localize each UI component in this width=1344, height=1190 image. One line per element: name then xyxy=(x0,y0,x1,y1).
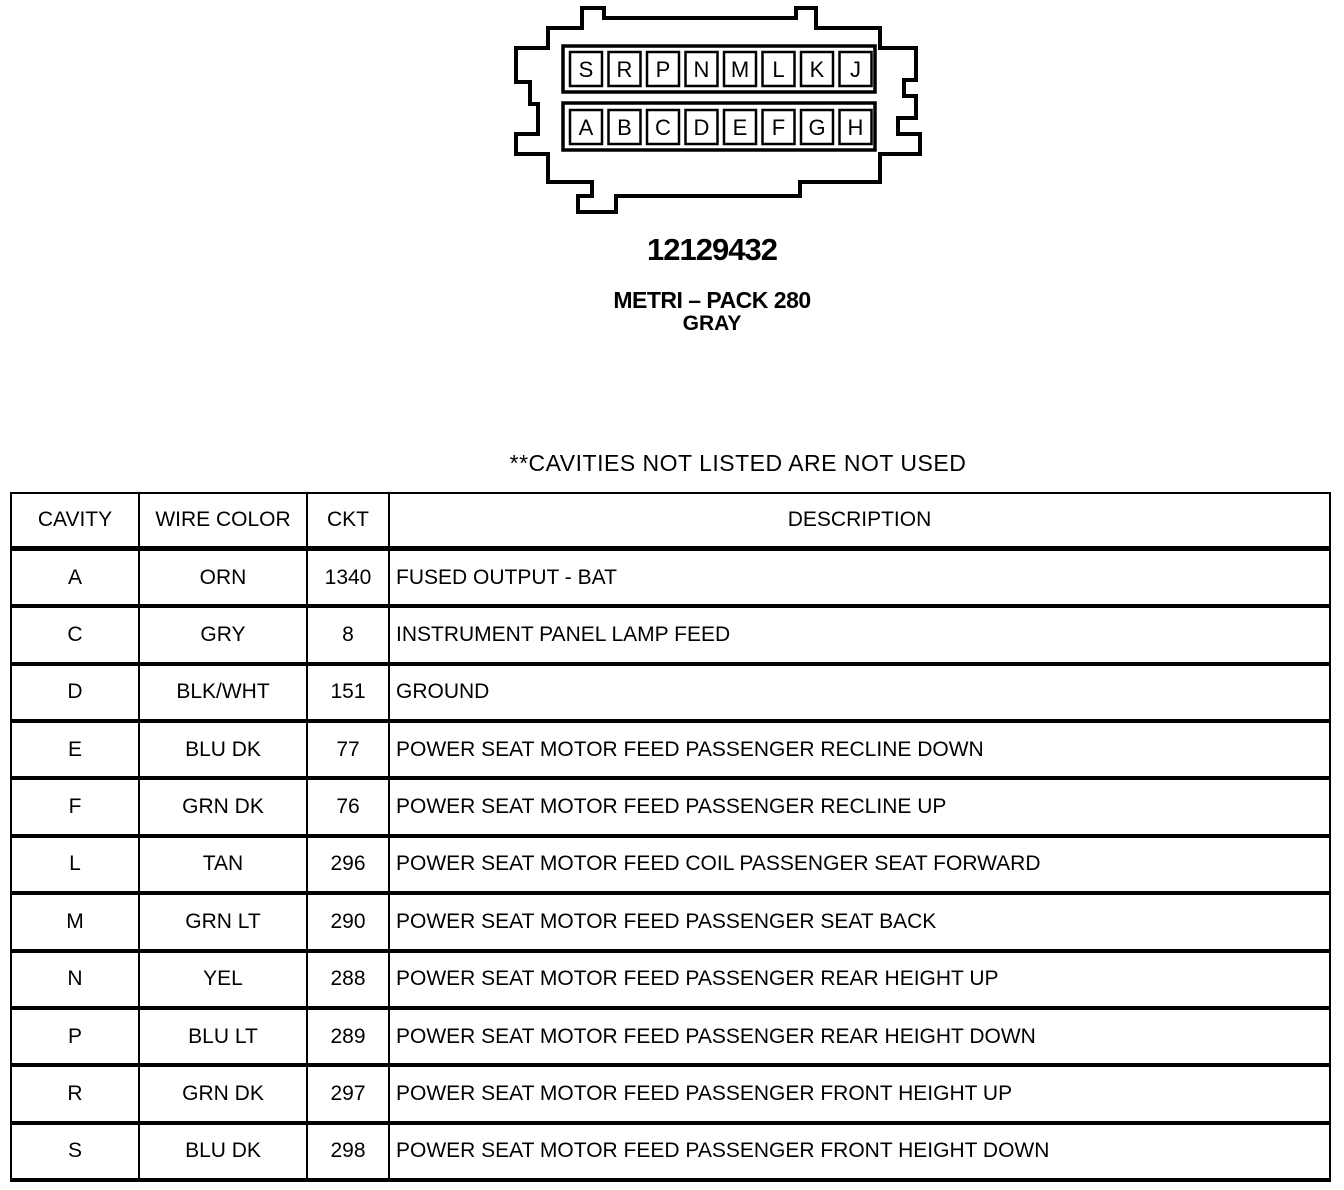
header-wire-color: WIRE COLOR xyxy=(139,493,307,549)
cavity-label: L xyxy=(772,57,785,82)
cavity-label: C xyxy=(655,115,671,140)
cavity-label: N xyxy=(693,57,710,82)
cavity-cell-a xyxy=(570,110,602,144)
cell-ckt: 290 xyxy=(307,893,389,950)
cell-cavity: A xyxy=(11,549,139,607)
table-row xyxy=(11,549,1330,607)
table-row xyxy=(11,664,1330,721)
cell-wire-color: GRY xyxy=(139,606,307,663)
unused-cavities-note: **CAVITIES NOT LISTED ARE NOT USED xyxy=(509,450,967,476)
cavity-cell-f xyxy=(763,110,795,144)
table-row xyxy=(11,606,1330,663)
cavity-label: J xyxy=(850,57,861,82)
table-row xyxy=(11,778,1330,835)
cavity-cell-h xyxy=(840,110,872,144)
cell-description: POWER SEAT MOTOR FEED COIL PASSENGER SEAT FORWARD xyxy=(389,836,1330,893)
header-description: DESCRIPTION xyxy=(389,493,1330,549)
cell-description: POWER SEAT MOTOR FEED PASSENGER RECLINE DOWN xyxy=(389,721,1330,778)
cell-description: POWER SEAT MOTOR FEED PASSENGER FRONT HEIGHT DOWN xyxy=(389,1123,1330,1180)
cell-wire-color: BLK/WHT xyxy=(139,664,307,721)
cell-description: POWER SEAT MOTOR FEED PASSENGER REAR HEIGHT DOWN xyxy=(389,1008,1330,1065)
cell-ckt: 151 xyxy=(307,664,389,721)
table-row xyxy=(11,1123,1330,1180)
cell-wire-color: BLU LT xyxy=(139,1008,307,1065)
cell-description: GROUND xyxy=(389,664,1330,721)
connector-color: GRAY xyxy=(682,312,742,335)
cell-ckt: 288 xyxy=(307,951,389,1008)
cell-ckt: 8 xyxy=(307,606,389,663)
cell-wire-color: GRN DK xyxy=(139,778,307,835)
cell-wire-color: GRN DK xyxy=(139,1065,307,1122)
cell-cavity: D xyxy=(11,664,139,721)
cell-wire-color: TAN xyxy=(139,836,307,893)
cell-description: FUSED OUTPUT - BAT xyxy=(389,549,1330,607)
cavity-cell-l xyxy=(763,52,795,86)
cavity-label: S xyxy=(578,57,594,82)
header-cavity: CAVITY xyxy=(11,493,139,549)
cell-cavity: S xyxy=(11,1123,139,1180)
cell-description: POWER SEAT MOTOR FEED PASSENGER REAR HEIGHT UP xyxy=(389,951,1330,1008)
cell-description: POWER SEAT MOTOR FEED PASSENGER SEAT BACK xyxy=(389,893,1330,950)
cell-cavity: P xyxy=(11,1008,139,1065)
cavity-label: G xyxy=(808,115,826,140)
part-number: 12129432 xyxy=(647,232,777,267)
table-row xyxy=(11,1065,1330,1122)
cell-description: POWER SEAT MOTOR FEED PASSENGER RECLINE UP xyxy=(389,778,1330,835)
connector-type: METRI – PACK 280 xyxy=(613,287,811,313)
cavity-cell-b xyxy=(609,110,641,144)
table-row xyxy=(11,951,1330,1008)
cavity-cell-j xyxy=(840,52,872,86)
table-row xyxy=(11,1008,1330,1065)
table-row xyxy=(11,893,1330,950)
cavity-cell-d xyxy=(686,110,718,144)
cavity-cell-s xyxy=(570,52,602,86)
cavity-cell-k xyxy=(801,52,833,86)
table-row xyxy=(11,721,1330,778)
pinout-table xyxy=(10,492,1331,1182)
cell-cavity: L xyxy=(11,836,139,893)
cell-ckt: 298 xyxy=(307,1123,389,1180)
connector-face-diagram xyxy=(0,0,1344,230)
cavity-label: B xyxy=(617,115,632,140)
cell-ckt: 1340 xyxy=(307,549,389,607)
cavity-label: E xyxy=(732,115,748,140)
cavity-cell-p xyxy=(647,52,679,86)
cavity-label: K xyxy=(809,57,825,82)
pinout-table-body xyxy=(11,549,1330,1181)
cavity-label: A xyxy=(578,115,594,140)
table-header-row xyxy=(11,493,1330,549)
cavity-cell-g xyxy=(801,110,833,144)
cell-wire-color: BLU DK xyxy=(139,721,307,778)
cavity-label: F xyxy=(771,115,786,140)
cell-cavity: M xyxy=(11,893,139,950)
cell-ckt: 297 xyxy=(307,1065,389,1122)
cell-wire-color: BLU DK xyxy=(139,1123,307,1180)
cell-cavity: F xyxy=(11,778,139,835)
cavity-label: P xyxy=(655,57,671,82)
cell-ckt: 289 xyxy=(307,1008,389,1065)
cell-ckt: 296 xyxy=(307,836,389,893)
cavity-label: H xyxy=(847,115,864,140)
cell-description: POWER SEAT MOTOR FEED PASSENGER FRONT HEIGHT UP xyxy=(389,1065,1330,1122)
cavity-cell-e xyxy=(724,110,756,144)
cell-wire-color: GRN LT xyxy=(139,893,307,950)
cell-wire-color: ORN xyxy=(139,549,307,607)
cell-cavity: R xyxy=(11,1065,139,1122)
cavity-cell-c xyxy=(647,110,679,144)
header-ckt: CKT xyxy=(307,493,389,549)
cavity-label: R xyxy=(616,57,633,82)
cavity-cell-m xyxy=(724,52,756,86)
cell-ckt: 77 xyxy=(307,721,389,778)
cell-description: INSTRUMENT PANEL LAMP FEED xyxy=(389,606,1330,663)
cell-wire-color: YEL xyxy=(139,951,307,1008)
cell-ckt: 76 xyxy=(307,778,389,835)
cavity-cell-r xyxy=(609,52,641,86)
cavity-label: D xyxy=(693,115,710,140)
cell-cavity: E xyxy=(11,721,139,778)
cavity-cell-n xyxy=(686,52,718,86)
cavity-label: M xyxy=(730,57,750,82)
cell-cavity: N xyxy=(11,951,139,1008)
table-row xyxy=(11,836,1330,893)
cell-cavity: C xyxy=(11,606,139,663)
